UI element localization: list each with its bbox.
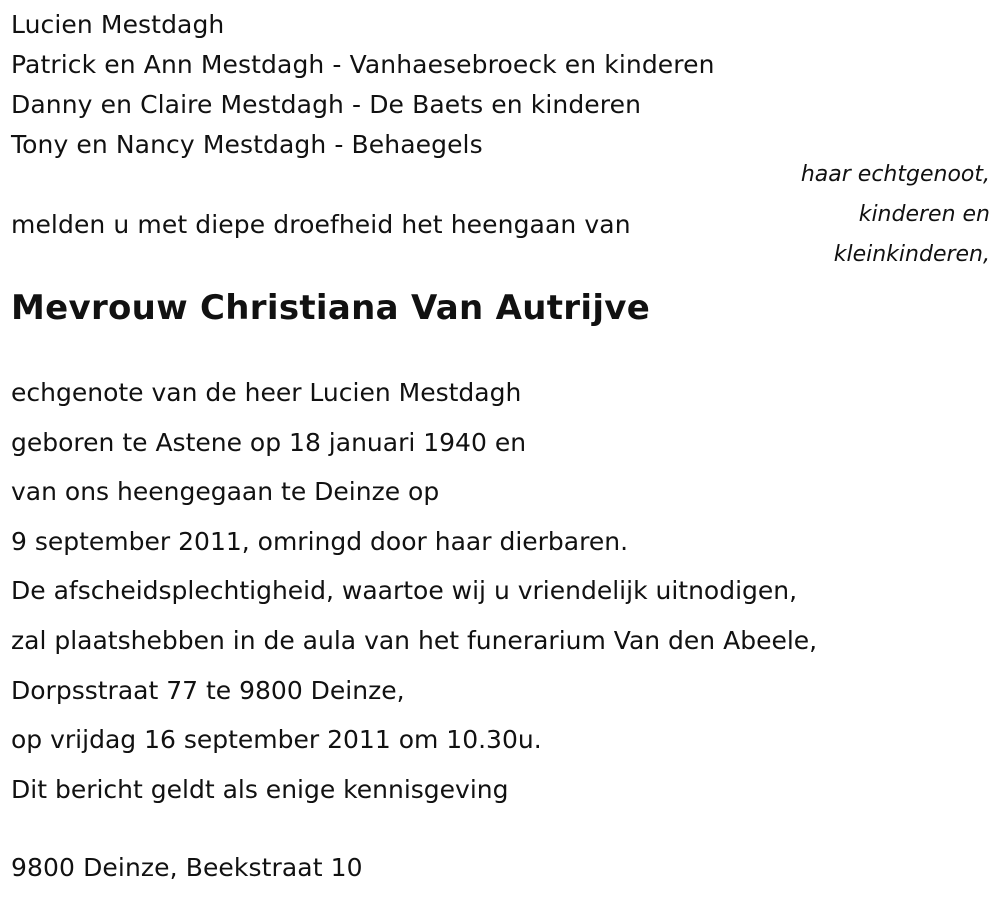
relation-line: kinderen en <box>858 202 990 227</box>
announcement-text: melden u met diepe droefheid het heengaan van <box>11 210 631 239</box>
relation-note <box>801 155 990 275</box>
detail-line: 9 september 2011, omringd door haar dierbaren. <box>11 526 629 556</box>
address-text: 9800 Deinze, Beekstraat 10 <box>11 853 363 882</box>
detail-line: Dorpsstraat 77 te 9800 Deinze, <box>11 675 405 705</box>
detail-line: op vrijdag 16 september 2011 om 10.30u. <box>11 725 542 755</box>
detail-line: zal plaatshebben in de aula van het funerarium Van den Abeele, <box>11 625 818 655</box>
detail-line: echgenote van de heer Lucien Mestdagh <box>11 378 522 407</box>
detail-line: van ons heengegaan te Deinze op <box>11 477 440 507</box>
family-line: Patrick en Ann Mestdagh - Vanhaesebroeck en kinderen <box>11 50 715 79</box>
deceased-name: Mevrouw Christiana Van Autrijve <box>11 288 651 328</box>
relation-line: kleinkinderen, <box>833 242 990 267</box>
detail-line: Dit bericht geldt als enige kennisgeving <box>11 774 509 804</box>
detail-line: De afscheidsplechtigheid, waartoe wij u vriendelijk uitnodigen, <box>11 576 798 606</box>
relation-line: haar echtgenoot, <box>800 162 990 187</box>
detail-line: geboren te Astene op 18 januari 1940 en <box>11 427 527 457</box>
family-list <box>11 10 715 170</box>
family-line: Tony en Nancy Mestdagh - Behaegels <box>11 130 483 159</box>
family-line: Lucien Mestdagh <box>11 10 225 39</box>
family-line: Danny en Claire Mestdagh - De Baets en kinderen <box>11 90 642 119</box>
details-block <box>11 378 817 824</box>
